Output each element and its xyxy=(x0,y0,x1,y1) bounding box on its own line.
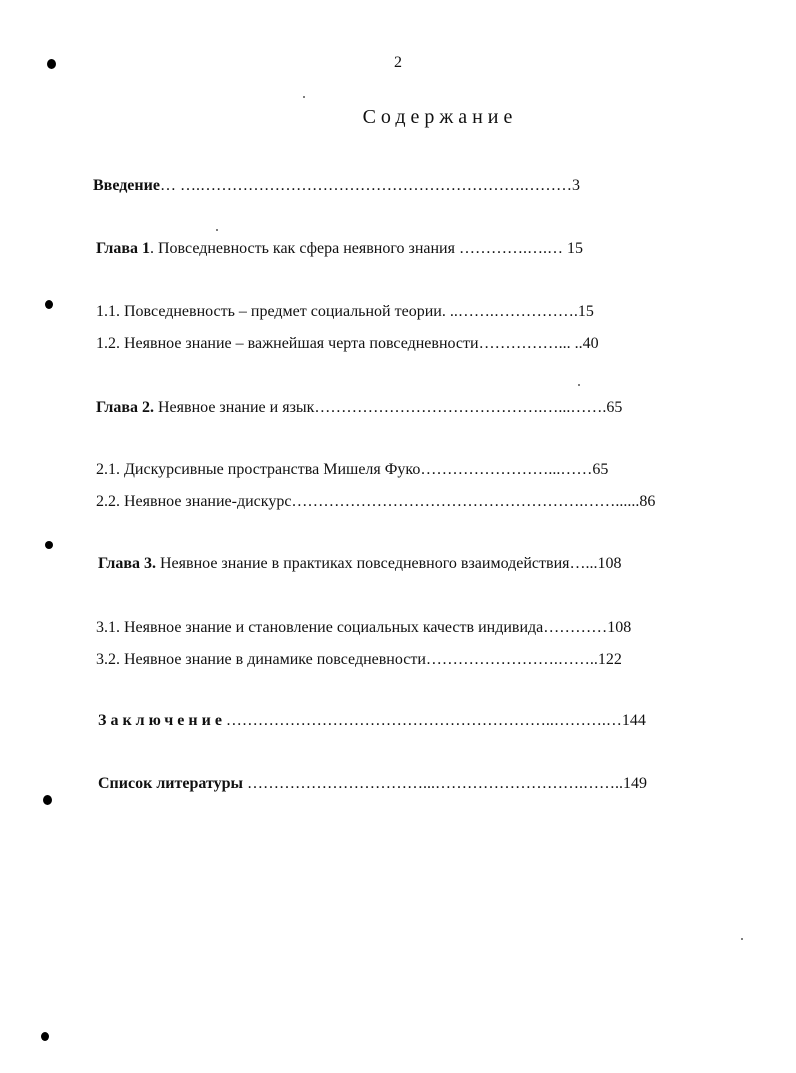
toc-leader: ..…….……………. xyxy=(445,303,578,320)
toc-page-number: 86 xyxy=(639,493,656,510)
toc-entry-section-2-2 xyxy=(96,492,655,512)
toc-entry-label: 3.2. Неявное знание в динамике повседневности xyxy=(96,651,426,668)
toc-leader: ……………... .. xyxy=(478,335,583,352)
page-title: Содержание xyxy=(362,106,518,128)
toc-entry-section-3-2 xyxy=(96,650,622,670)
toc-entry-label: 1.1. Повседневность – предмет социальной теории. xyxy=(96,303,446,320)
toc-entry-label: Глава 2. xyxy=(96,399,154,416)
scan-speck xyxy=(216,229,218,231)
toc-page-number: 149 xyxy=(623,775,647,792)
toc-entry-section-1-1 xyxy=(96,302,594,322)
toc-leader: ……………………………………………….……...... xyxy=(291,493,640,510)
toc-leader: …... xyxy=(569,555,598,572)
toc-leader: ………… xyxy=(543,619,608,636)
toc-entry-section-3-1 xyxy=(96,618,631,638)
toc-page-number: 108 xyxy=(607,619,632,636)
toc-page-number: 108 xyxy=(597,555,622,572)
toc-entry-section-2-1 xyxy=(96,460,608,480)
toc-entry-introduction xyxy=(93,176,580,196)
toc-entry-label: Список литературы xyxy=(98,775,243,792)
toc-leader: … ….…………………………………………………….……… xyxy=(159,177,572,194)
toc-page-number: 3 xyxy=(571,177,580,194)
toc-page-number: 15 xyxy=(577,303,594,320)
toc-entry-section-1-2 xyxy=(96,334,599,354)
toc-page-number: 65 xyxy=(606,399,623,416)
scan-speck xyxy=(578,384,580,386)
toc-entry-label: Заключение xyxy=(98,712,226,729)
toc-leader: ………….….… xyxy=(454,240,563,257)
binder-hole-mark xyxy=(45,300,53,309)
toc-entry-chapter-2 xyxy=(96,398,622,418)
toc-page-number: 15 xyxy=(562,240,583,257)
toc-page-number: 122 xyxy=(597,651,622,668)
toc-page-number: 144 xyxy=(621,712,646,729)
page-number: 2 xyxy=(394,54,402,71)
toc-entry-conclusion xyxy=(98,711,646,731)
binder-hole-mark xyxy=(45,541,53,549)
toc-leader: ……………………………...……………………….…….. xyxy=(243,775,623,792)
toc-entry-text: Неявное знание в практиках повседневного взаимодействия xyxy=(156,555,570,572)
toc-entry-text: . Повседневность как сфера неявного знания xyxy=(150,240,455,257)
toc-leader: …………………………………….…...……. xyxy=(314,399,607,416)
toc-entry-label: 3.1. Неявное знание и становление социальных качеств индивида xyxy=(96,619,544,636)
toc-leader: ……………………………………………………..……….… xyxy=(225,712,622,729)
toc-entry-label: 2.1. Дискурсивные пространства Мишеля Фуко xyxy=(96,461,421,478)
binder-hole-mark xyxy=(43,795,52,805)
toc-entry-references xyxy=(98,774,647,794)
toc-entry-chapter-3 xyxy=(98,554,621,574)
scan-speck xyxy=(741,938,743,940)
toc-entry-label: Глава 1 xyxy=(96,240,150,257)
toc-entry-label: 1.2. Неявное знание – важнейшая черта повседневности xyxy=(96,335,479,352)
toc-leader: …………………….…….. xyxy=(425,651,598,668)
toc-entry-text: Неявное знание и язык xyxy=(154,399,315,416)
toc-page-number: 40 xyxy=(582,335,599,352)
toc-entry-label: 2.2. Неявное знание-дискурс xyxy=(96,493,292,510)
binder-hole-mark xyxy=(41,1032,49,1041)
binder-hole-mark xyxy=(47,59,56,69)
scan-speck xyxy=(303,96,305,98)
toc-leader: ……………………...…… xyxy=(420,461,593,478)
toc-entry-chapter-1 xyxy=(96,239,583,259)
toc-entry-label: Введение xyxy=(93,177,160,194)
toc-page-number: 65 xyxy=(592,461,609,478)
toc-entry-label: Глава 3. xyxy=(98,555,156,572)
